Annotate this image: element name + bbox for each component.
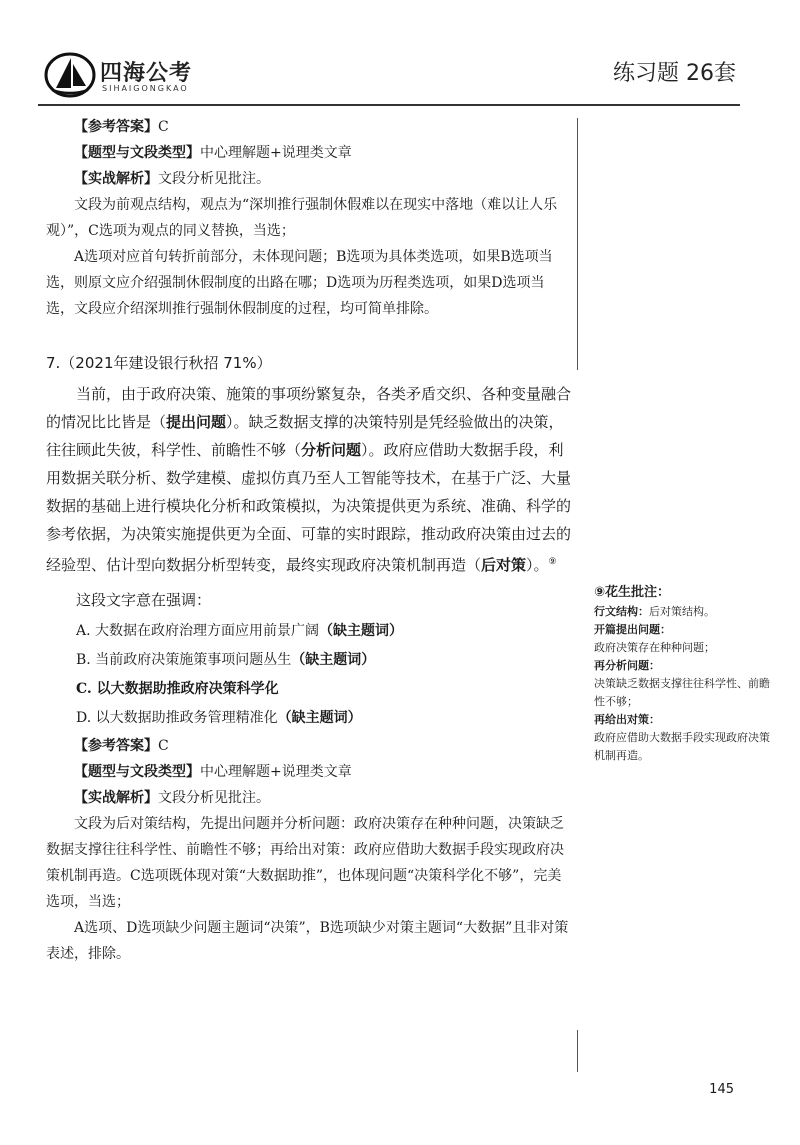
header-divider xyxy=(38,104,740,106)
prev-explanation-1: 文段为前观点结构，观点为“深圳推行强制休假难以在现实中落地（难以让人乐观）”，C选项为观点的同义替换，当选； xyxy=(46,197,558,239)
analysis-value: 文段分析见批注。 xyxy=(158,171,270,187)
sidenote-text: 后对策结构。 xyxy=(649,605,715,618)
page-header xyxy=(0,0,800,110)
sihai-logo-icon xyxy=(44,52,96,98)
analysis-value: 文段分析见批注。 xyxy=(158,790,270,806)
explanation-2: A选项、D选项缺少问题主题词“决策”，B选项缺少对策主题词“大数据”且非对策表述，排除。 xyxy=(46,920,569,962)
option-note: （缺主题词） xyxy=(319,623,404,639)
option-text: C. 以大数据助推政府决策科学化 xyxy=(76,681,279,697)
passage-note: 提出问题 xyxy=(166,413,227,431)
page-number: 145 xyxy=(709,1082,734,1097)
analysis-label: 【实战解析】 xyxy=(74,790,158,806)
sidenote-text: 政府决策存在种种问题； xyxy=(594,641,715,654)
option-d xyxy=(46,704,572,733)
sidenote-label: 开篇提出问题： xyxy=(594,623,671,636)
prev-type xyxy=(46,140,572,166)
sidenote-line xyxy=(594,603,774,621)
analysis xyxy=(46,785,572,811)
sidenote-title: ⑨花生批注： xyxy=(594,585,671,600)
option-note: （缺主题词） xyxy=(291,652,376,668)
option-c xyxy=(46,675,572,704)
answer xyxy=(46,733,572,759)
option-text: B. 当前政府决策施策事项问题丛生 xyxy=(76,652,292,668)
question-passage xyxy=(46,380,572,579)
explanation-1: 文段为后对策结构，先提出问题并分析问题：政府决策存在种种问题，决策缺乏数据支撑往往科学性、前瞻性不够；再给出对策：政府应借助大数据手段实现政府决策机制再造。C选项既体现对策“大数据助推”，也体现问题“决策科学化不够”，完美选项，当选； xyxy=(46,816,564,910)
brand-name: 四海公考 xyxy=(100,61,193,86)
option-b xyxy=(46,646,572,675)
passage-text: ）。 xyxy=(526,556,549,574)
type-value: 中心理解题+说理类文章 xyxy=(200,145,352,161)
answer-label: 【参考答案】 xyxy=(74,119,158,135)
type-label: 【题型与文段类型】 xyxy=(74,764,200,780)
option-a xyxy=(46,617,572,646)
option-note: （缺主题词） xyxy=(277,710,362,726)
margin-rule-top xyxy=(577,118,578,370)
answer-label: 【参考答案】 xyxy=(74,738,158,754)
question-type xyxy=(46,759,572,785)
passage-text: ）。缺乏数据支撑的决策特别是凭经验做出的决策，往往顾此失彼，科学性、前瞻性不够（ xyxy=(46,413,564,459)
sidenote-label: 再分析问题： xyxy=(594,659,660,672)
answer-value: C xyxy=(158,119,169,135)
side-annotation xyxy=(594,583,774,765)
type-value: 中心理解题+说理类文章 xyxy=(200,764,352,780)
option-text: A. 大数据在政府治理方面应用前景广阔 xyxy=(76,623,320,639)
brand-subtitle: SIHAIGONGKAO xyxy=(102,84,189,93)
sidenote-label: 行文结构： xyxy=(594,605,649,618)
analysis-label: 【实战解析】 xyxy=(74,171,158,187)
passage-text: 当前，由于政府决策、施策的事项纷繁复杂，各类矛盾交织、各种变量融合的情况比比皆是（ xyxy=(46,385,572,431)
type-label: 【题型与文段类型】 xyxy=(74,145,200,161)
prev-explanation-2: A选项对应首句转折前部分，未体现问题；B选项为具体类选项，如果B选项当选，则原文应介绍强制休假制度的出路在哪；D选项为历程类选项，如果D选项当选，文段应介绍深圳推行强制休假制度的过程，均可简单排除。 xyxy=(46,249,553,317)
series-title: 练习题 26套 xyxy=(613,61,736,86)
passage-text: ）。政府应借助大数据手段，利用数据关联分析、数学建模、虚拟仿真乃至人工智能等技术，在基于广泛、大量数据的基础上进行模块化分析和政策模拟，为决策提供更为系统、准确、科学的参考依据，为决策实施提供更为全面、可靠的实时跟踪，推动政府决策由过去的经验型、估计型向数据分析型转变，最终实现政府决策机制再造（ xyxy=(46,441,572,574)
sidenote-text: 政府应借助大数据手段实现政府决策机制再造。 xyxy=(594,731,770,762)
sidenote-text: 决策缺乏数据支撑往往科学性、前瞻性不够； xyxy=(594,677,770,708)
main-content xyxy=(46,114,572,967)
footnote-marker: ⑨ xyxy=(548,557,557,567)
prev-analysis xyxy=(46,166,572,192)
passage-note: 后对策 xyxy=(481,556,527,574)
margin-rule-bottom xyxy=(577,1030,578,1072)
passage-note: 分析问题 xyxy=(301,441,362,459)
sidenote-label: 再给出对策： xyxy=(594,713,660,726)
question-title: 7.（2021年建设银行秋招 71%） xyxy=(46,354,272,372)
prev-answer xyxy=(46,114,572,140)
answer-value: C xyxy=(158,738,169,754)
option-text: D. 以大数据助推政务管理精准化 xyxy=(76,710,278,726)
question-prompt: 这段文字意在强调： xyxy=(76,591,212,609)
